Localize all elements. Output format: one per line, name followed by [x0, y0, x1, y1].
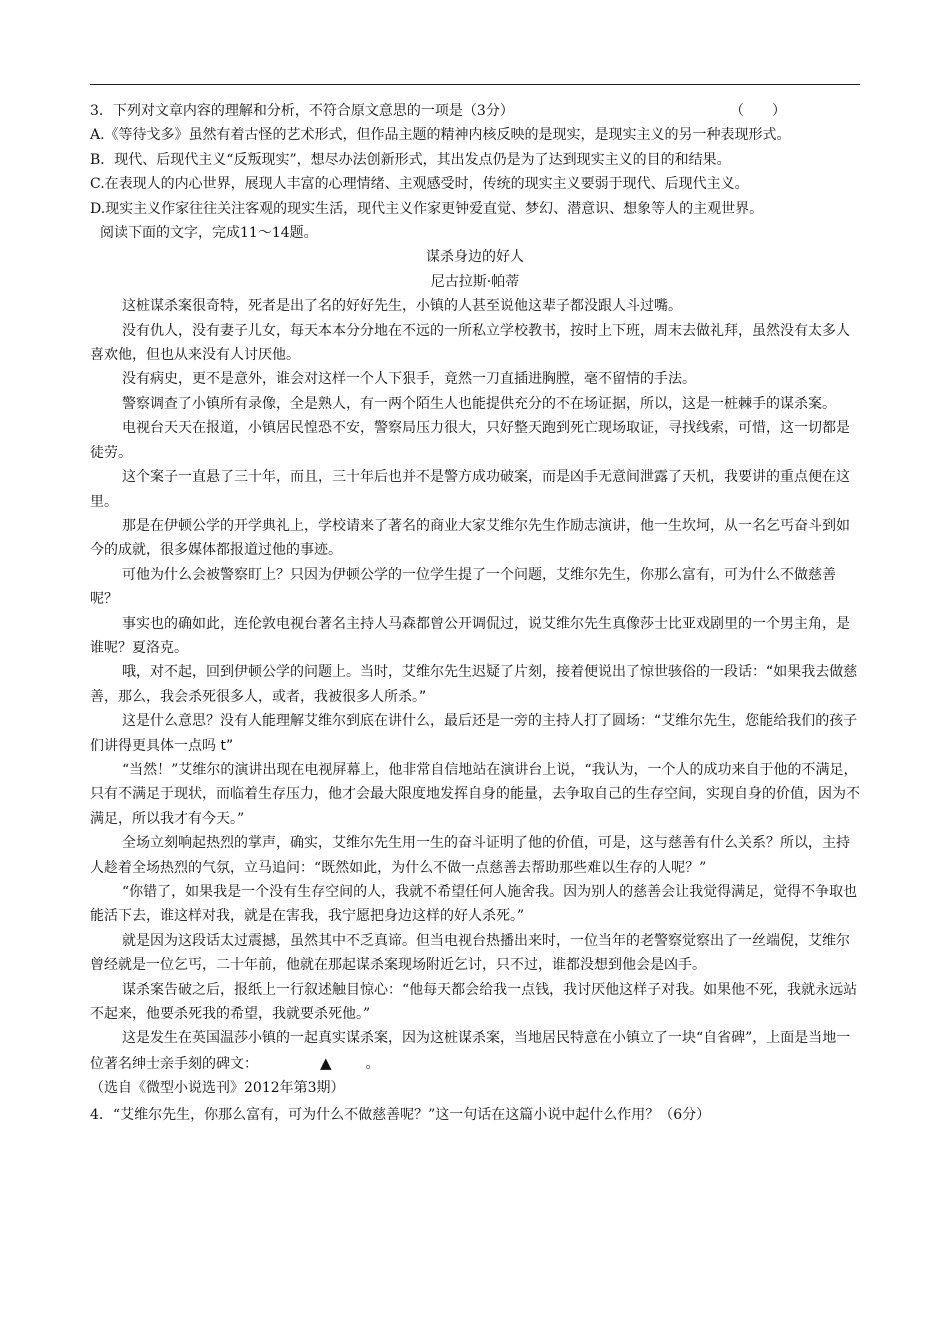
option-d: D.现实主义作家往往关注客观的现实生活，现代主义作家更钟爱直觉、梦幻、潜意识、想象等人的主观世界。 — [90, 200, 764, 217]
story-paragraph: 这桩谋杀案很奇特，死者是出了名的好好先生，小镇的人甚至说他这辈子都没跟人斗过嘴。 — [122, 298, 682, 315]
question-4: 4．“艾维尔先生，你那么富有，可为什么不做慈善呢？”这一句话在这篇小说中起什么作用？（6分） — [90, 1106, 711, 1123]
story-paragraph-sans: 哦，对不起，回到伊顿公学的问题上。当时，艾维尔先生迟疑了片刻，接着便说出了惊世骇俗的一段话：“如果我去做慈善，那么，我会杀死很多人，或者，我被很多人所杀。” — [90, 664, 858, 705]
story-author: 尼古拉斯·帕蒂 — [430, 273, 520, 290]
story-paragraph: 没有仇人，没有妻子儿女，每天本本分分地在不远的一所私立学校教书，按时上下班，周末去做礼拜，虽然没有太多人喜欢他，但也从来没有人讨厌他。 — [90, 322, 850, 364]
answer-blank: （ ） — [730, 103, 786, 119]
story-last-paragraph — [90, 1026, 860, 1076]
story-paragraph: 事实也的确如此，连伦敦电视台著名主持人马森都曾公开调侃过，说艾维尔先生真像莎士比亚戏剧里的一个男主角，是谁呢？夏洛克。 — [90, 615, 850, 656]
story-paragraph: 全场立刻响起热烈的掌声，确实，艾维尔先生用一生的奋斗证明了他的价值，可是，这与慈善有什么关系？所以，主持人趁着全场热烈的气氛，立马追问：“既然如此，为什么不做一点慈善去帮助那些难以生存的人呢？” — [90, 835, 850, 876]
blank-triangle-marker: ▲ — [320, 1053, 332, 1072]
story-title: 谋杀身边的好人 — [426, 249, 524, 266]
story-paragraph: “你错了，如果我是一个没有生存空间的人，我就不希望任何人施舍我。因为别人的慈善会让我觉得满足，觉得不争取也能活下去，谁这样对我，就是在害我，我宁愿把身边这样的好人杀死。” — [90, 884, 858, 925]
story-paragraph: 警察调查了小镇所有录像，全是熟人，有一两个陌生人也能提供充分的不在场证据，所以，这是一桩棘手的谋杀案。 — [122, 395, 836, 412]
option-c: C.在表现人的内心世界，展现人丰富的心理情绪、主观感受时，传统的现实主义要弱于现代、后现代主义。 — [90, 176, 749, 193]
story-paragraph: 就是因为这段话太过震撼，虽然其中不乏真谛。但当电视台热播出来时，一位当年的老警察觉察出了一丝端倪，艾维尔曾经就是一位乞丐，二十年前，他就在那起谋杀案现场附近乞讨，只不过，谁都没想到他会是凶手。 — [90, 932, 850, 974]
option-a: A.《等待戈多》虽然有着古怪的艺术形式，但作品主题的精神内核反映的是现实，是现实主义的另一种表现形式。 — [90, 127, 791, 144]
story-paragraph: 可他为什么会被警察盯上？只因为伊顿公学的一位学生提了一个问题，艾维尔先生，你那么富有，可为什么不做慈善呢？ — [90, 566, 836, 608]
question-3-stem-row — [90, 99, 860, 123]
story-source: （选自《微型小说选刊》2012年第3期） — [90, 1080, 345, 1097]
story-paragraph: 这个案子一直悬了三十年，而且，三十年后也并不是警方成功破案，而是凶手无意间泄露了天机，我要讲的重点便在这里。 — [90, 469, 850, 510]
exam-page — [90, 84, 860, 1127]
story-paragraph: 那是在伊顿公学的开学典礼上，学校请来了著名的商业大家艾维尔先生作励志演讲，他一生坎坷，从一名乞丐奋斗到如今的成就，很多媒体都报道过他的事迹。 — [90, 517, 850, 559]
top-rule — [90, 84, 860, 85]
story-paragraph: 没有病史，更不是意外，谁会对这样一个人下狠手，竟然一刀直插进胸膛，毫不留情的手法。 — [122, 371, 696, 388]
story-paragraph: 谋杀案告破之后，报纸上一行叙述触目惊心：“他每天都会给我一点钱，我讨厌他这样子对我。如果他不死，我就永远站不起来，他要杀死我的希望，我就要杀死他。” — [90, 981, 858, 1023]
story-paragraph-sans: 这是什么意思？没有人能理解艾维尔到底在讲什么，最后还是一旁的主持人打了圆场：“艾维尔先生，您能给我们的孩子们讲得更具体一点吗 t” — [90, 713, 858, 754]
last-paragraph-end: 。 — [365, 1055, 380, 1072]
question-3-stem: 3．下列对文章内容的理解和分析，不符合原文意思的一项是（3分） — [90, 103, 514, 119]
reading-intro: 阅读下面的文字，完成11～14题。 — [100, 225, 318, 242]
option-b: B．现代、后现代主义“反叛现实”，想尽办法创新形式，其出发点仍是为了达到现实主义的目的和结果。 — [90, 151, 731, 168]
story-paragraph: 电视台天天在报道，小镇居民惶恐不安，警察局压力很大，只好整天跑到死亡现场取证，寻找线索，可惜，这一切都是徒劳。 — [90, 420, 850, 461]
last-paragraph-text: 这是发生在英国温莎小镇的一起真实谋杀案，因为这桩谋杀案，当地居民特意在小镇立了一块“自省碑”，上面是当地一位著名绅士亲手刻的碑文： — [90, 1030, 851, 1072]
story-paragraph: “当然！”艾维尔的演讲出现在电视屏幕上，他非常自信地站在演讲台上说，“我认为，一个人的成功来自于他的不满足，只有不满足于现状，而临着生存压力，他才会最大限度地发挥自身的能量，去争取自己的生存空间，实现自身的价值，因为不满足，所以我才有今天。” — [90, 761, 860, 827]
